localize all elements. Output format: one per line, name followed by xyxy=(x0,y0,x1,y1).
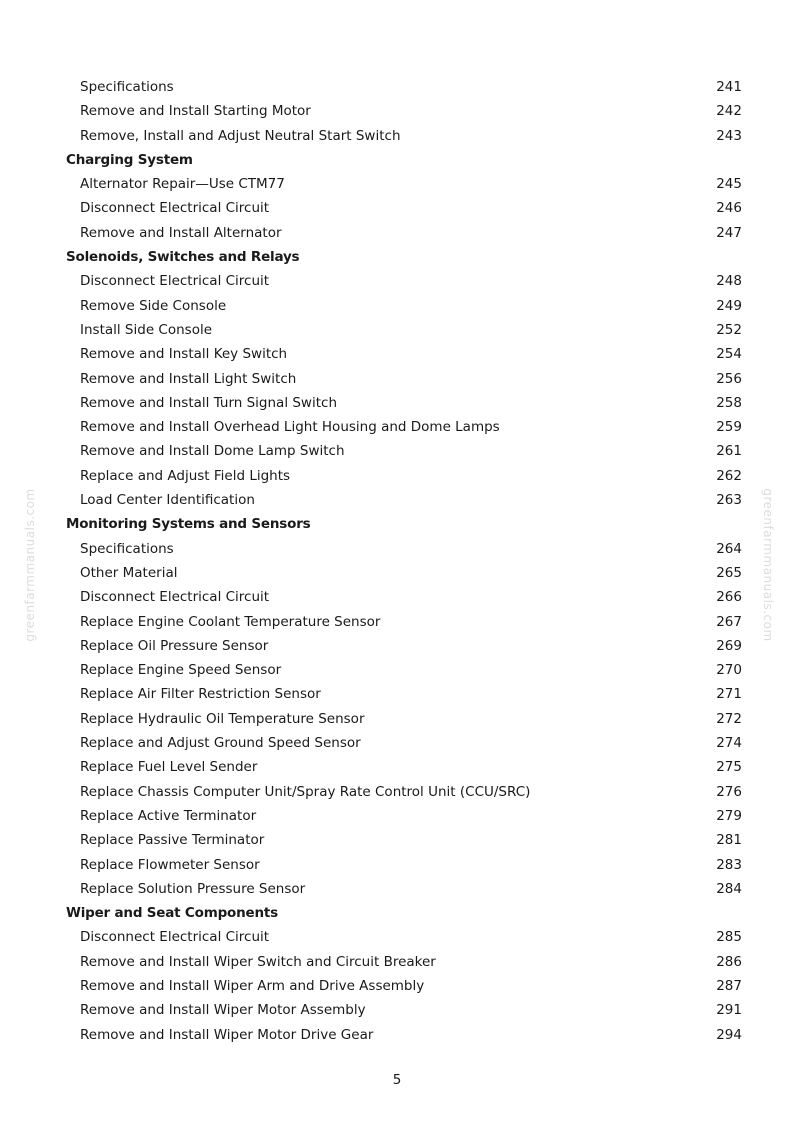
toc-entry[interactable] xyxy=(0,269,794,293)
toc-entry[interactable] xyxy=(0,99,794,123)
toc-entry[interactable] xyxy=(0,1023,794,1047)
toc-entry[interactable] xyxy=(0,342,794,366)
toc-title: Replace Engine Coolant Temperature Sensor xyxy=(80,613,381,630)
toc-title: Replace Passive Terminator xyxy=(80,832,265,849)
toc-title: Remove and Install Dome Lamp Switch xyxy=(80,443,345,460)
toc-page-number: 248 xyxy=(716,273,742,290)
toc-title: Remove and Install Wiper Motor Drive Gear xyxy=(80,1026,374,1043)
toc-entry[interactable] xyxy=(0,610,794,634)
toc-entry[interactable] xyxy=(0,877,794,901)
toc-page-number: 246 xyxy=(716,200,742,217)
toc-page-number: 294 xyxy=(716,1026,742,1043)
toc-title: Replace Air Filter Restriction Sensor xyxy=(80,686,321,703)
toc-page-number: 286 xyxy=(716,953,742,970)
toc-page-number: 262 xyxy=(716,467,742,484)
toc-entry[interactable] xyxy=(0,439,794,463)
toc-title: Replace Solution Pressure Sensor xyxy=(80,880,306,897)
toc-page-number: 270 xyxy=(716,662,742,679)
toc-title: Remove and Install Turn Signal Switch xyxy=(80,394,338,411)
toc-page-number: 274 xyxy=(716,735,742,752)
toc-entry[interactable] xyxy=(0,634,794,658)
toc-entry[interactable] xyxy=(0,658,794,682)
toc-title: Replace Active Terminator xyxy=(80,807,257,824)
toc-title: Specifications xyxy=(80,540,174,557)
toc-entry[interactable] xyxy=(0,561,794,585)
toc-page-number: 252 xyxy=(716,321,742,338)
toc-entry[interactable] xyxy=(0,755,794,779)
toc-title: Remove and Install Light Switch xyxy=(80,370,297,387)
toc-title: Alternator Repair—Use CTM77 xyxy=(80,176,285,193)
toc-entry[interactable] xyxy=(0,172,794,196)
toc-entry[interactable] xyxy=(0,75,794,99)
toc-title: Replace Hydraulic Oil Temperature Sensor xyxy=(80,710,365,727)
toc-title: Replace Oil Pressure Sensor xyxy=(80,637,269,654)
toc-title: Monitoring Systems and Sensors xyxy=(66,516,311,533)
toc-page-number: 241 xyxy=(716,79,742,95)
toc-title: Replace Engine Speed Sensor xyxy=(80,662,282,679)
toc-page-number: 243 xyxy=(716,127,742,144)
toc-page-number: 265 xyxy=(716,564,742,581)
toc-title: Remove, Install and Adjust Neutral Start Switch xyxy=(80,127,401,144)
toc-title: Remove and Install Overhead Light Housing and Dome Lamps xyxy=(80,419,500,436)
toc-entry[interactable] xyxy=(0,537,794,561)
toc-title: Disconnect Electrical Circuit xyxy=(80,929,270,946)
toc-entry[interactable] xyxy=(0,318,794,342)
toc-page-number: 267 xyxy=(716,613,742,630)
toc-title: Solenoids, Switches and Relays xyxy=(66,249,300,266)
toc-title: Replace Chassis Computer Unit/Spray Rate Control Unit (CCU/SRC) xyxy=(80,783,531,800)
toc-title: Disconnect Electrical Circuit xyxy=(80,200,270,217)
toc-section-heading xyxy=(0,901,794,925)
watermark-right: greenfarmmanuals.com xyxy=(761,488,775,642)
toc-page-number: 281 xyxy=(716,832,742,849)
toc-page-number: 256 xyxy=(716,370,742,387)
toc-page-number: 276 xyxy=(716,783,742,800)
toc-entry[interactable] xyxy=(0,391,794,415)
toc-title: Load Center Identification xyxy=(80,492,255,509)
toc-page-number: 249 xyxy=(716,297,742,314)
toc-entry[interactable] xyxy=(0,828,794,852)
watermark-left: greenfarmmanuals.com xyxy=(23,488,37,642)
toc-entry[interactable] xyxy=(0,731,794,755)
toc-page-number: 259 xyxy=(716,419,742,436)
toc-title: Charging System xyxy=(66,151,193,168)
toc-title: Replace and Adjust Field Lights xyxy=(80,467,291,484)
toc-entry[interactable] xyxy=(0,464,794,488)
toc-entry[interactable] xyxy=(0,124,794,148)
toc-page-number: 287 xyxy=(716,977,742,994)
toc-page-number: 272 xyxy=(716,710,742,727)
toc-title: Disconnect Electrical Circuit xyxy=(80,273,270,290)
toc-entry[interactable] xyxy=(0,974,794,998)
toc-title: Remove and Install Wiper Switch and Circuit Breaker xyxy=(80,953,436,970)
toc-page-number: 254 xyxy=(716,346,742,363)
toc-entry[interactable] xyxy=(0,925,794,949)
toc-entry[interactable] xyxy=(0,780,794,804)
toc-section-heading xyxy=(0,148,794,172)
toc-entry[interactable] xyxy=(0,998,794,1022)
toc-title: Specifications xyxy=(80,79,174,95)
toc-page-number: 284 xyxy=(716,880,742,897)
toc-entry[interactable] xyxy=(0,196,794,220)
toc-title: Wiper and Seat Components xyxy=(66,905,278,922)
toc-entry[interactable] xyxy=(0,682,794,706)
toc-page-number: 285 xyxy=(716,929,742,946)
toc-title: Replace and Adjust Ground Speed Sensor xyxy=(80,735,361,752)
toc-entry[interactable] xyxy=(0,804,794,828)
toc-title: Replace Flowmeter Sensor xyxy=(80,856,260,873)
toc-title: Remove and Install Wiper Arm and Drive Assembly xyxy=(80,977,425,994)
toc-entry[interactable] xyxy=(0,367,794,391)
toc-section-heading xyxy=(0,245,794,269)
toc-page-number: 266 xyxy=(716,589,742,606)
toc-entry[interactable] xyxy=(0,950,794,974)
toc-page-number: 291 xyxy=(716,1002,742,1019)
toc-title: Remove Side Console xyxy=(80,297,227,314)
toc-page-number: 275 xyxy=(716,759,742,776)
toc-title: Remove and Install Key Switch xyxy=(80,346,288,363)
toc-page-number: 271 xyxy=(716,686,742,703)
toc-title: Remove and Install Starting Motor xyxy=(80,103,311,120)
toc-title: Install Side Console xyxy=(80,321,213,338)
toc-page-number: 283 xyxy=(716,856,742,873)
toc-entry[interactable] xyxy=(0,585,794,609)
toc-title: Remove and Install Wiper Motor Assembly xyxy=(80,1002,366,1019)
toc-entry[interactable] xyxy=(0,221,794,245)
toc-entry[interactable] xyxy=(0,853,794,877)
toc-page-number: 247 xyxy=(716,224,742,241)
toc-page-number: 242 xyxy=(716,103,742,120)
toc-page-number: 245 xyxy=(716,176,742,193)
toc-title: Remove and Install Alternator xyxy=(80,224,282,241)
toc-page-number: 279 xyxy=(716,807,742,824)
toc-page-number: 263 xyxy=(716,492,742,509)
toc-page-number: 269 xyxy=(716,637,742,654)
toc-title: Other Material xyxy=(80,564,178,581)
toc-page-number: 258 xyxy=(716,394,742,411)
table-of-contents xyxy=(0,75,794,1047)
toc-page-number: 264 xyxy=(716,540,742,557)
toc-entry[interactable] xyxy=(0,707,794,731)
page-number: 5 xyxy=(392,1072,402,1088)
toc-page-number: 261 xyxy=(716,443,742,460)
toc-entry[interactable] xyxy=(0,488,794,512)
toc-title: Replace Fuel Level Sender xyxy=(80,759,258,776)
toc-entry[interactable] xyxy=(0,294,794,318)
toc-section-heading xyxy=(0,512,794,536)
toc-entry[interactable] xyxy=(0,415,794,439)
toc-title: Disconnect Electrical Circuit xyxy=(80,589,270,606)
